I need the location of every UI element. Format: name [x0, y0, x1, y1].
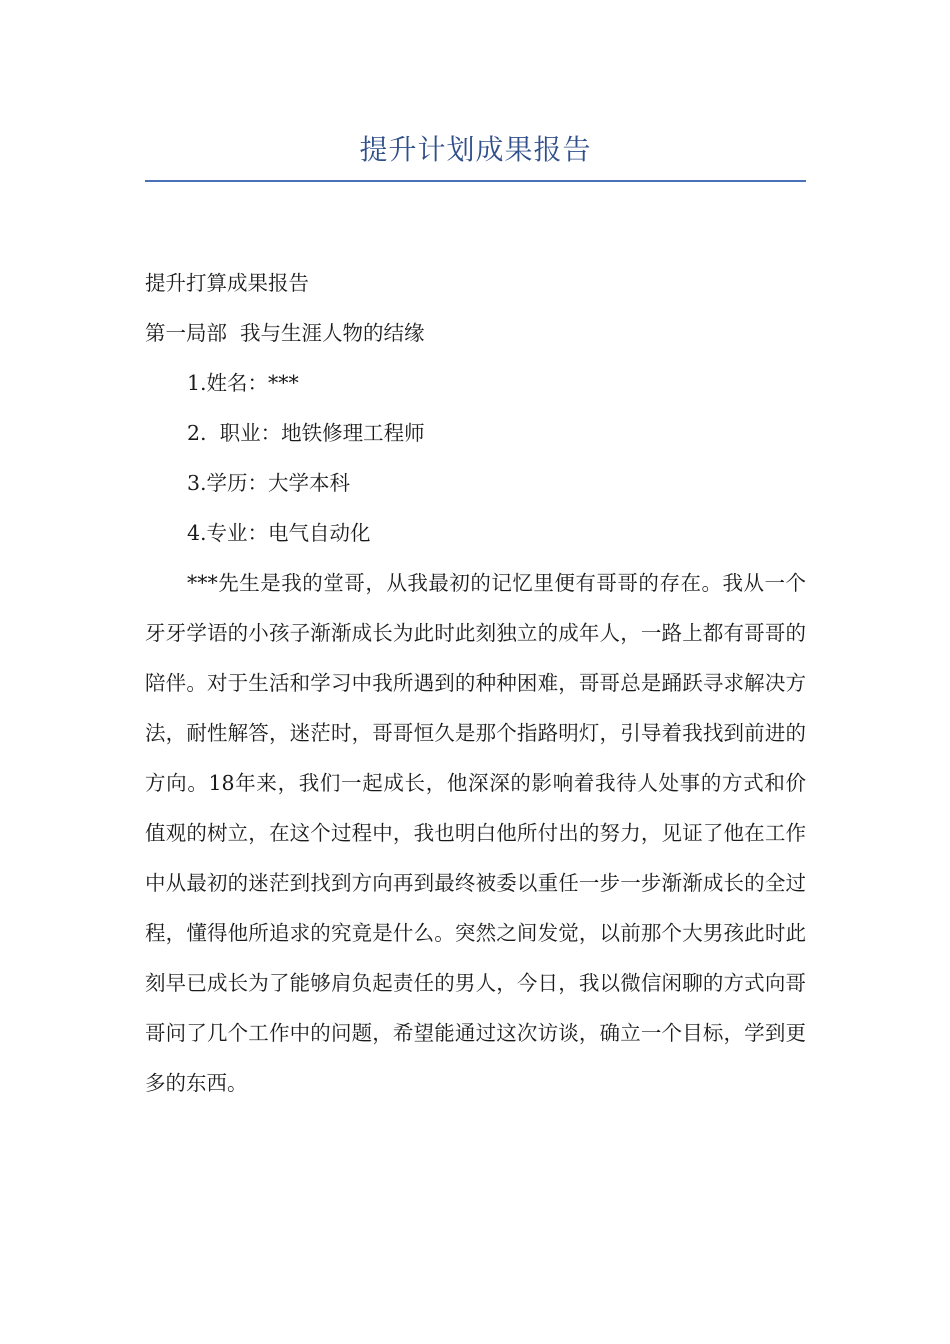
profile-item-occupation: 2. 职业：地铁修理工程师: [187, 421, 425, 445]
profile-item-major: 4.专业：电气自动化: [187, 521, 371, 545]
document-title: 提升计划成果报告: [359, 133, 592, 166]
document-body: [145, 258, 806, 1108]
report-subtitle: 提升打算成果报告: [145, 271, 309, 295]
title-underline: [145, 180, 806, 182]
body-paragraph: ***先生是我的堂哥，从我最初的记忆里便有哥哥的存在。我从一个牙牙学语的小孩子渐渐成长为此时此刻独立的成年人，一路上都有哥哥的陪伴。对于生活和学习中我所遇到的种种困难，哥哥总是踊跃寻求解决方法，耐性解答，迷茫时，哥哥恒久是那个指路明灯，引导着我找到前进的方向。18年来，我们一起成长，他深深的影响着我待人处事的方式和价值观的树立，在这个过程中，我也明白他所付出的努力，见证了他在工作中从最初的迷茫到找到方向再到最终被委以重任一步一步渐渐成长的全过程，懂得他所追求的究竟是什么。突然之间发觉，以前那个大男孩此时此刻早已成长为了能够肩负起责任的男人，今日，我以微信闲聊的方式向哥哥问了几个工作中的问题，希望能通过这次访谈，确立一个目标，学到更多的东西。: [145, 571, 806, 1095]
profile-item-education: 3.学历：大学本科: [187, 471, 351, 495]
profile-item-name: 1.姓名：***: [187, 371, 299, 395]
section-heading: 第一局部 我与生涯人物的结缘: [145, 321, 425, 345]
